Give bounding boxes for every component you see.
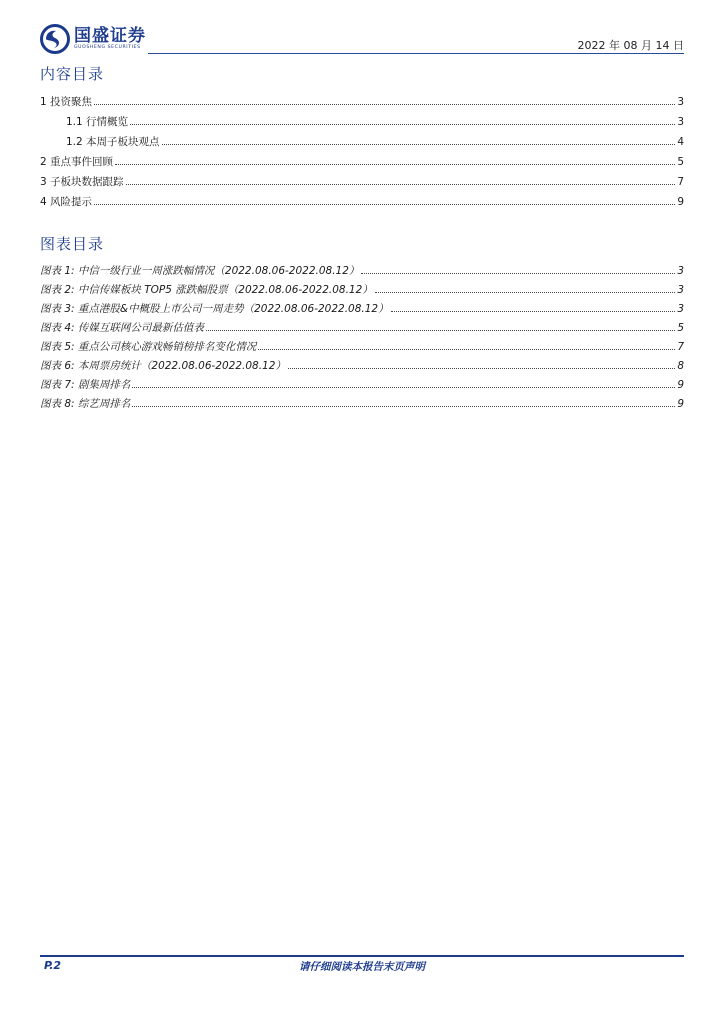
- toc-title: 内容目录: [40, 65, 105, 83]
- figure-entry-label: 图表 6: 本周票房统计（2022.08.06-2022.08.12）: [40, 360, 286, 372]
- figure-entry-page: 5: [677, 322, 684, 334]
- figure-entry[interactable]: [40, 358, 684, 377]
- toc-entry-page: 3: [677, 116, 684, 128]
- brand-logo: [40, 24, 146, 54]
- figures-title: 图表目录: [40, 235, 105, 253]
- toc-entry-label: 1.1 行情概览: [66, 116, 129, 128]
- figure-entry[interactable]: [40, 396, 684, 415]
- list-of-figures: [40, 263, 684, 415]
- toc-entry[interactable]: [40, 134, 684, 154]
- figure-entry-page: 9: [677, 379, 684, 391]
- figure-entry-page: 9: [677, 398, 684, 410]
- figure-entry-page: 8: [677, 360, 684, 372]
- toc-entry-label: 2 重点事件回顾: [40, 156, 114, 168]
- figure-entry-label: 图表 7: 剧集周排名: [40, 379, 131, 391]
- toc-entry[interactable]: [40, 154, 684, 174]
- dot-leader: [94, 104, 675, 105]
- toc-entry-page: 7: [677, 176, 684, 188]
- header-divider: [148, 53, 684, 54]
- guosheng-logo-icon: [40, 24, 70, 54]
- figure-entry[interactable]: [40, 282, 684, 301]
- figure-entry-page: 3: [677, 303, 684, 315]
- figure-entry-page: 7: [677, 341, 684, 353]
- toc-entry-label: 3 子板块数据跟踪: [40, 176, 124, 188]
- figure-entry-page: 3: [677, 284, 684, 296]
- dot-leader: [391, 311, 676, 312]
- figure-entry[interactable]: [40, 339, 684, 358]
- dot-leader: [206, 330, 675, 331]
- dot-leader: [288, 368, 675, 369]
- figure-entry-label: 图表 5: 重点公司核心游戏畅销榜排名变化情况: [40, 341, 257, 353]
- dot-leader: [126, 184, 676, 185]
- figure-entry-label: 图表 4: 传媒互联网公司最新估值表: [40, 322, 204, 334]
- toc-entry-page: 5: [677, 156, 684, 168]
- page-number: P.2: [44, 959, 62, 972]
- figure-entry-page: 3: [677, 265, 684, 277]
- brand-name: 国盛证券: [74, 26, 146, 46]
- figure-entry[interactable]: [40, 320, 684, 339]
- page-header: [40, 20, 684, 56]
- toc-entry-page: 9: [677, 196, 684, 208]
- report-date: 2022 年 08 月 14 日: [577, 39, 684, 52]
- toc-entry[interactable]: [40, 114, 684, 134]
- toc-entry[interactable]: [40, 94, 684, 114]
- figure-entry[interactable]: [40, 263, 684, 282]
- dot-leader: [361, 273, 675, 274]
- figure-entry[interactable]: [40, 301, 684, 320]
- toc-entry-label: 1.2 本周子板块观点: [66, 136, 160, 148]
- figure-entry[interactable]: [40, 377, 684, 396]
- dot-leader: [132, 387, 675, 388]
- table-of-contents: [40, 94, 684, 214]
- figure-entry-label: 图表 8: 综艺周排名: [40, 398, 131, 410]
- figure-entry-label: 图表 3: 重点港股&中概股上市公司一周走势（2022.08.06-2022.08.12）: [40, 303, 389, 315]
- dot-leader: [375, 292, 676, 293]
- disclaimer-note: 请仔细阅读本报告末页声明: [299, 961, 425, 973]
- dot-leader: [132, 406, 675, 407]
- figure-entry-label: 图表 2: 中信传媒板块 TOP5 涨跌幅股票（2022.08.06-2022.08.12）: [40, 284, 373, 296]
- dot-leader: [258, 349, 675, 350]
- brand-name-en: GUOSHENG SECURITIES: [74, 45, 141, 50]
- toc-entry-label: 4 风险提示: [40, 196, 93, 208]
- dot-leader: [94, 204, 675, 205]
- toc-entry[interactable]: [40, 174, 684, 194]
- dot-leader: [115, 164, 675, 165]
- toc-entry-page: 3: [677, 96, 684, 108]
- toc-entry[interactable]: [40, 194, 684, 214]
- figure-entry-label: 图表 1: 中信一级行业一周涨跌幅情况（2022.08.06-2022.08.12）: [40, 265, 360, 277]
- dot-leader: [130, 124, 675, 125]
- toc-entry-page: 4: [677, 136, 684, 148]
- toc-entry-label: 1 投资聚焦: [40, 96, 93, 108]
- dot-leader: [162, 144, 676, 145]
- footer-divider: [40, 955, 684, 957]
